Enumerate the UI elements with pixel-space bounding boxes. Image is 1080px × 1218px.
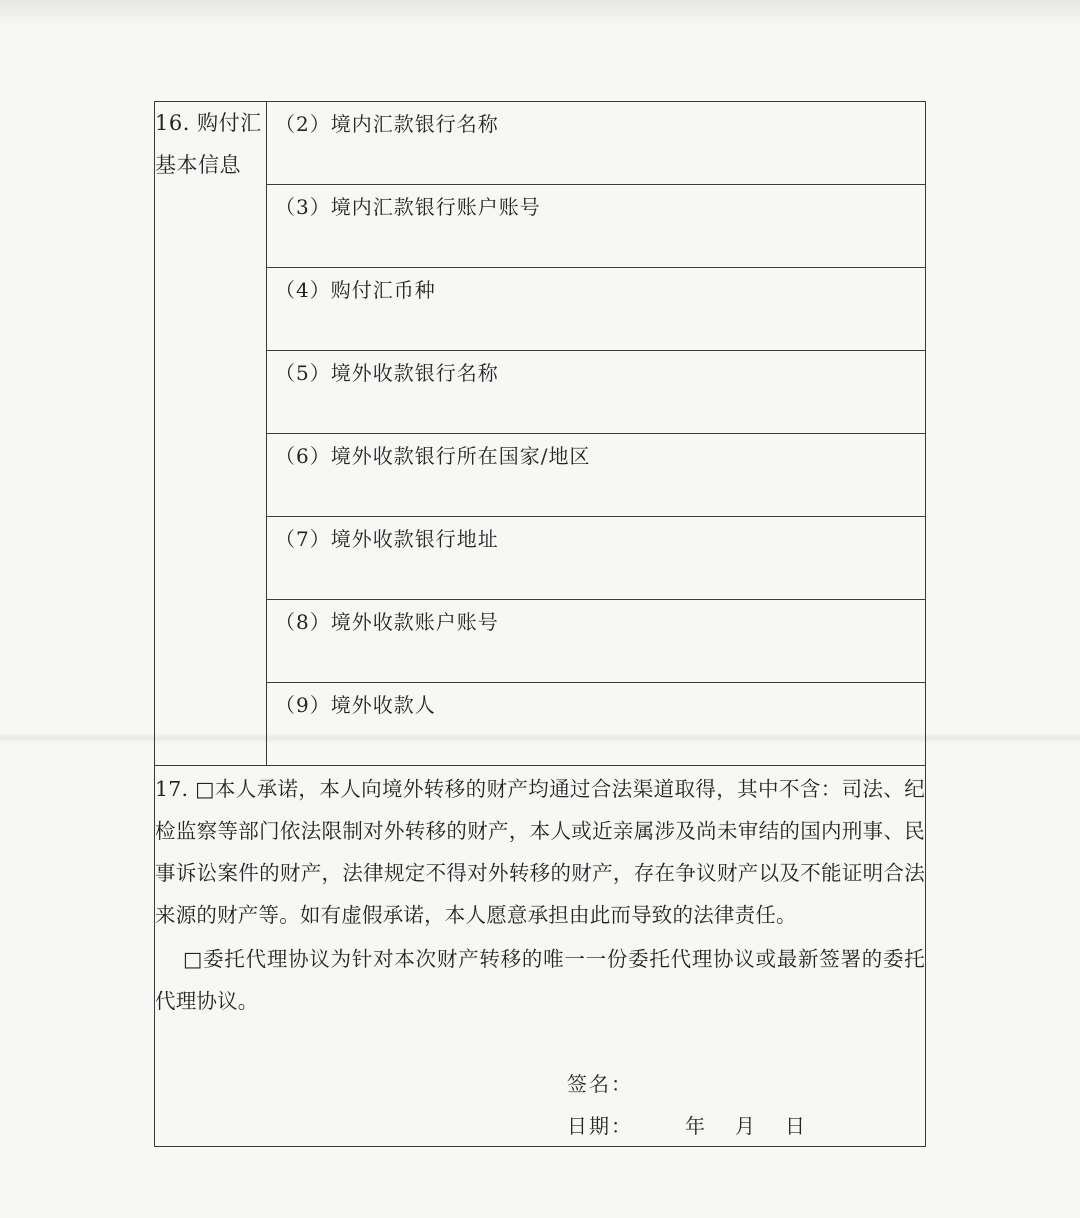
form-table bbox=[154, 101, 926, 1147]
signature-label: 签名： bbox=[567, 1072, 633, 1096]
field-overseas-payee[interactable]: （9）境外收款人 bbox=[275, 693, 436, 717]
commitment-paragraph: 17. □本人承诺，本人向境外转移的财产均通过合法渠道取得，其中不含：司法、纪检监察等部门依法限制对外转移的财产，本人或近亲属涉及尚未审结的国内刑事、民事诉讼案件的财产，法律规定不得对外转移的财产，存在争议财产以及不能证明合法来源的财产等。如有虚假承诺，本人愿意承担由此而导致的法律责任。 bbox=[155, 777, 925, 927]
year-label: 年 bbox=[685, 1114, 707, 1138]
section-16-label-line1: 16. 购付汇 bbox=[155, 111, 262, 135]
field-overseas-bank-address[interactable]: （7）境外收款银行地址 bbox=[267, 517, 925, 600]
date-label: 日期： bbox=[567, 1114, 633, 1138]
field-overseas-bank-country[interactable]: （6）境外收款银行所在国家/地区 bbox=[267, 434, 925, 517]
date-line[interactable] bbox=[567, 1110, 807, 1139]
field-overseas-account[interactable]: （8）境外收款账户账号 bbox=[267, 600, 925, 683]
day-label: 日 bbox=[785, 1114, 807, 1138]
section-17 bbox=[155, 766, 925, 1146]
signature-line[interactable] bbox=[567, 1068, 633, 1097]
section-16-label-line2: 基本信息 bbox=[155, 153, 241, 177]
agency-agreement-paragraph: □委托代理协议为针对本次财产转移的唯一一份委托代理协议或最新签署的委托代理协议。 bbox=[155, 947, 925, 1013]
section-16-fields bbox=[267, 102, 925, 765]
field-domestic-bank-name[interactable]: （2）境内汇款银行名称 bbox=[267, 102, 925, 185]
field-currency[interactable]: （4）购付汇币种 bbox=[267, 268, 925, 351]
scan-shadow bbox=[0, 0, 1080, 26]
month-label: 月 bbox=[735, 1114, 757, 1138]
section-16-label bbox=[155, 102, 267, 765]
field-domestic-bank-account[interactable]: （3）境内汇款银行账户账号 bbox=[267, 185, 925, 268]
field-overseas-bank-name[interactable]: （5）境外收款银行名称 bbox=[267, 351, 925, 434]
section-16 bbox=[155, 102, 925, 766]
